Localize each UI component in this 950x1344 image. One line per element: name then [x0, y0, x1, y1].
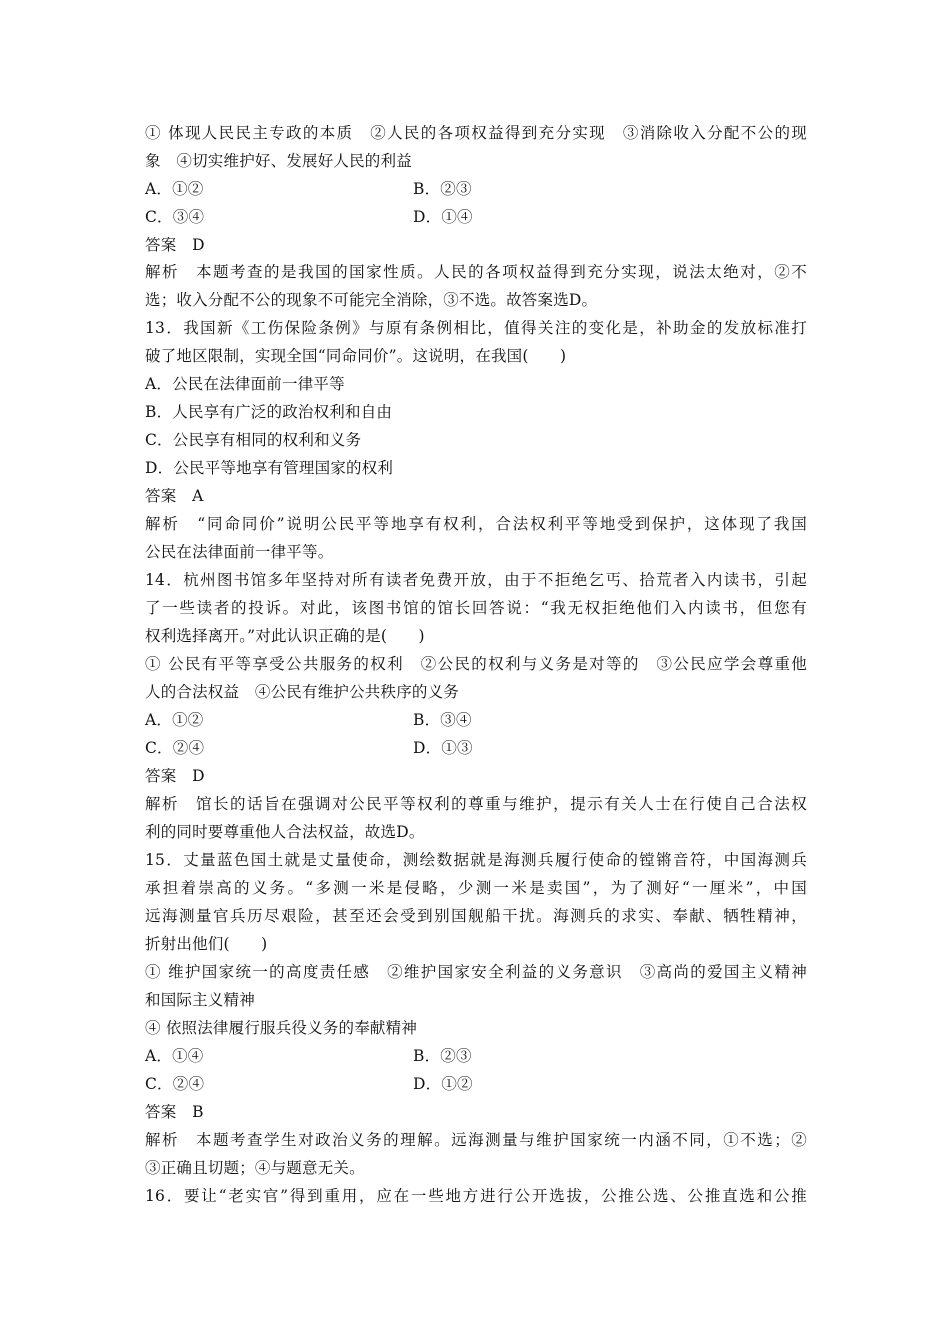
q12-option-d: D．①④ — [413, 208, 473, 226]
q15-options-line-2: 和国际主义精神 — [145, 991, 255, 1009]
q14-options-line-2: 人的合法权益 ④公民有维护公共秩序的义务 — [145, 683, 460, 701]
q15-stem-line-2: 承担着崇高的义务。“多测一米是侵略，少测一米是卖国”，为了测好“一厘米”，中国 — [145, 879, 807, 897]
q12-option-a: A．①② — [145, 180, 204, 198]
q15-options-line-3: ④ 依照法律履行服兵役义务的奉献精神 — [145, 1019, 418, 1037]
q13-stem-line-1: 13．我国新《工伤保险条例》与原有条例相比，值得关注的变化是，补助金的发放标准打 — [145, 319, 807, 337]
q15-stem-line-3: 远海测量官兵历尽艰险，甚至还会受到别国舰船干扰。海测兵的求实、奉献、牺牲精神， — [145, 907, 807, 925]
q12-analysis-line-2: 选；收入分配不公的现象不可能完全消除，③不选。故答案选D。 — [145, 291, 598, 309]
q15-analysis-line-1: 解析 本题考查学生对政治义务的理解。远海测量与维护国家统一内涵不同，①不选；② — [145, 1131, 807, 1149]
q16-stem-line-1: 16．要让“老实官”得到重用，应在一些地方进行公开选拔，公推公选、公推直选和公推 — [145, 1187, 807, 1205]
q14-stem-line-3: 权利选择离开。”对此认识正确的是( ) — [145, 627, 425, 645]
q15-option-row-1 — [145, 1046, 472, 1066]
q15-options-line-1: ① 维护国家统一的高度责任感 ②维护国家安全利益的义务意识 ③高尚的爱国主义精神 — [145, 963, 807, 981]
q12-option-row-1 — [145, 179, 472, 199]
q14-option-row-2 — [145, 738, 473, 758]
q13-analysis-line-1: 解析 “同命同价”说明公民平等地享有权利，合法权利平等地受到保护，这体现了我国 — [145, 515, 807, 533]
q15-option-d: D．①② — [413, 1075, 473, 1093]
q13-answer: 答案 A — [145, 487, 204, 505]
q15-option-c: C．②④ — [145, 1075, 205, 1093]
q12-option-b: B．②③ — [413, 180, 472, 198]
q14-stem-line-2: 了一些读者的投诉。对此，该图书馆的馆长回答说：“我无权拒绝他们入内读书，但您有 — [145, 599, 807, 617]
q15-option-b: B．②③ — [413, 1047, 472, 1065]
q12-option-c: C．③④ — [145, 208, 205, 226]
q13-option-d: D．公民平等地享有管理国家的权利 — [145, 459, 394, 477]
q15-stem-line-4: 折射出他们( ) — [145, 935, 268, 953]
q13-option-b: B．人民享有广泛的政治权利和自由 — [145, 403, 393, 421]
q14-analysis-line-2: 利的同时要尊重他人合法权益，故选D。 — [145, 823, 425, 841]
q12-options-line-1: ① 体现人民民主专政的本质 ②人民的各项权益得到充分实现 ③消除收入分配不公的现 — [145, 124, 807, 142]
q14-option-row-1 — [145, 710, 472, 730]
q14-stem-line-1: 14．杭州图书馆多年坚持对所有读者免费开放，由于不拒绝乞丐、拾荒者入内读书，引起 — [145, 571, 807, 589]
q14-option-c: C．②④ — [145, 739, 205, 757]
q13-analysis-line-2: 公民在法律面前一律平等。 — [145, 543, 334, 561]
q12-options-line-2: 象 ④切实维护好、发展好人民的利益 — [145, 152, 412, 170]
q13-option-a: A．公民在法律面前一律平等 — [145, 375, 345, 393]
q15-option-row-2 — [145, 1074, 473, 1094]
q15-stem-line-1: 15．丈量蓝色国土就是丈量使命，测绘数据就是海测兵履行使命的镗锵音符，中国海测兵 — [145, 851, 807, 869]
q14-analysis-line-1: 解析 馆长的话旨在强调对公民平等权利的尊重与维护，提示有关人士在行使自己合法权 — [145, 795, 807, 813]
q15-answer: 答案 B — [145, 1103, 204, 1121]
q13-option-c: C．公民享有相同的权利和义务 — [145, 431, 362, 449]
q15-analysis-line-2: ③正确且切题；④与题意无关。 — [145, 1159, 365, 1177]
q12-answer: 答案 D — [145, 236, 205, 254]
q12-option-row-2 — [145, 207, 473, 227]
q14-option-d: D．①③ — [413, 739, 473, 757]
q13-stem-line-2: 破了地区限制，实现全国“同命同价”。这说明，在我国( ) — [145, 347, 567, 365]
q14-option-b: B．③④ — [413, 711, 472, 729]
q14-options-line-1: ① 公民有平等享受公共服务的权利 ②公民的权利与义务是对等的 ③公民应学会尊重他 — [145, 655, 807, 673]
q12-analysis-line-1: 解析 本题考查的是我国的国家性质。人民的各项权益得到充分实现，说法太绝对，②不 — [145, 263, 807, 281]
q14-option-a: A．①② — [145, 711, 204, 729]
q14-answer: 答案 D — [145, 767, 205, 785]
q15-option-a: A．①④ — [145, 1047, 204, 1065]
